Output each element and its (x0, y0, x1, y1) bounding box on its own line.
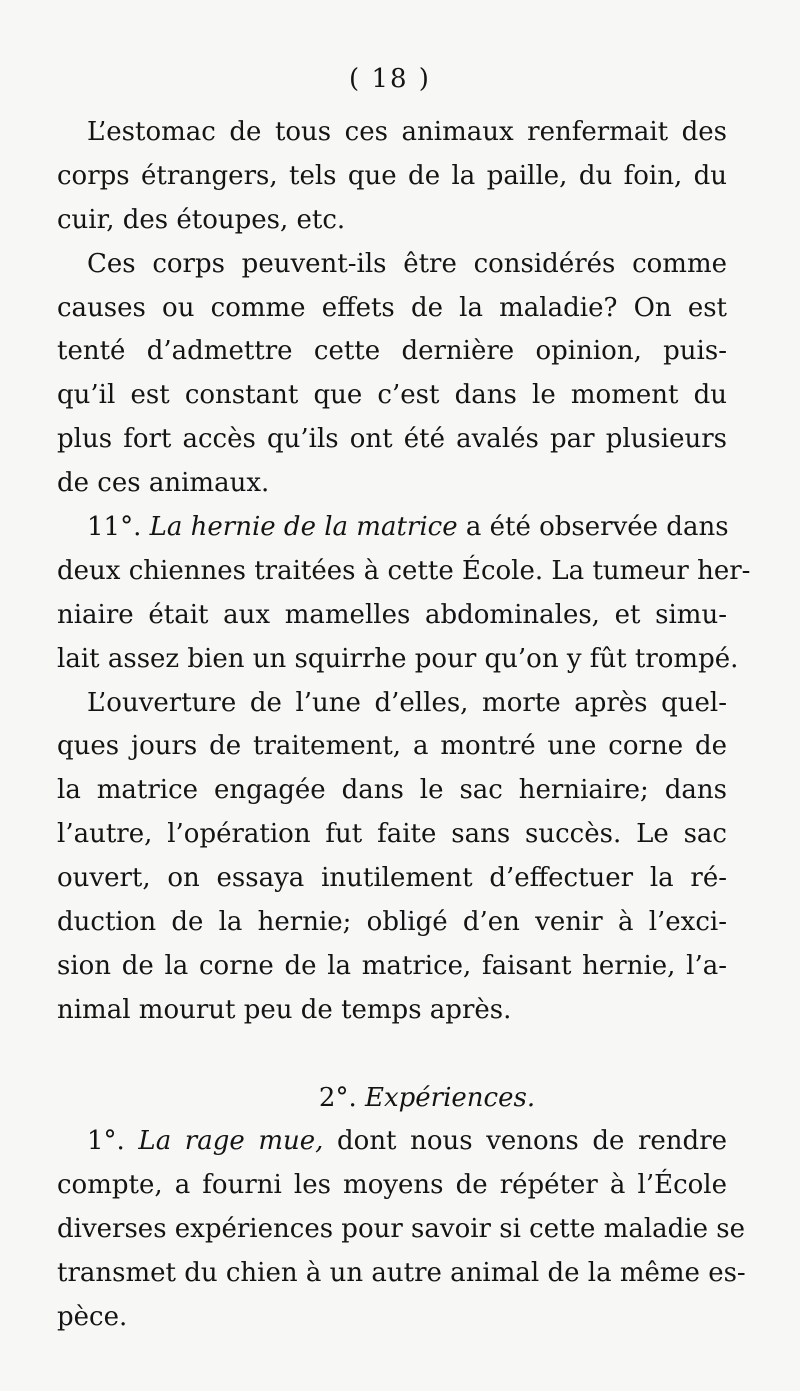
item-11-line (57, 506, 727, 550)
text-line: ques jours de traitement, a montré une corne de (57, 731, 727, 762)
text-line: sion de la corne de la matrice, faisant hernie, l’a- (57, 950, 727, 981)
item-11-rest: a été observée dans (465, 512, 729, 543)
text-line: corps étrangers, tels que de la paille, du foin, du (57, 160, 727, 191)
text-line: de ces animaux. (57, 468, 270, 499)
item-11-title: La hernie de la matrice (149, 512, 458, 543)
text-line: tenté d’admettre cette dernière opinion, puis- (57, 336, 727, 367)
spacer (57, 1033, 727, 1077)
item-1-rest: dont nous venons de rendre (337, 1126, 728, 1157)
text-line: L’ouverture de l’une d’elles, morte après quel- (87, 687, 727, 718)
text-line: niaire était aux mamelles abdominales, et simu- (57, 599, 727, 630)
text-line: Ces corps peuvent-ils être considérés comme (87, 248, 727, 279)
text-line: l’autre, l’opération fut faite sans succès. Le sac (57, 819, 727, 850)
item-11-number: 11°. (87, 512, 142, 543)
item-1-line (57, 1120, 727, 1164)
section-heading-number: 2°. (318, 1082, 357, 1113)
text-line: qu’il est constant que c’est dans le moment du (57, 380, 727, 411)
text-line: plus fort accès qu’ils ont été avalés par plusieurs (57, 424, 727, 455)
text-line: cuir, des étoupes, etc. (57, 204, 346, 235)
section-heading (57, 1077, 727, 1121)
item-1-title: La rage mue, (138, 1126, 324, 1157)
text-line: diverses expériences pour savoir si cette maladie se (57, 1214, 745, 1245)
text-line: L’estomac de tous ces animaux renfermait des (87, 117, 727, 147)
item-1-number: 1°. (87, 1126, 125, 1157)
text-line: la matrice engagée dans le sac herniaire; dans (57, 775, 727, 806)
page-number: ( 18 ) (349, 64, 431, 94)
text-line: causes ou comme effets de la maladie? On est (57, 292, 727, 323)
text-line: nimal mourut peu de temps après. (57, 994, 512, 1025)
section-heading-title: Expériences. (364, 1082, 536, 1113)
text-line: duction de la hernie; obligé d’en venir à l’exci- (57, 907, 727, 938)
text-line: deux chiennes traitées à cette École. La tumeur her- (57, 555, 751, 586)
body-text (57, 111, 751, 1340)
text-line: compte, a fourni les moyens de répéter à l’École (57, 1170, 727, 1201)
text-line: transmet du chien à un autre animal de la même es- (57, 1258, 746, 1289)
text-line: ouvert, on essaya inutilement d’effectuer la ré- (57, 863, 727, 894)
text-line: pèce. (57, 1302, 128, 1333)
text-line: lait assez bien un squirrhe pour qu’on y fût trompé. (57, 643, 739, 674)
